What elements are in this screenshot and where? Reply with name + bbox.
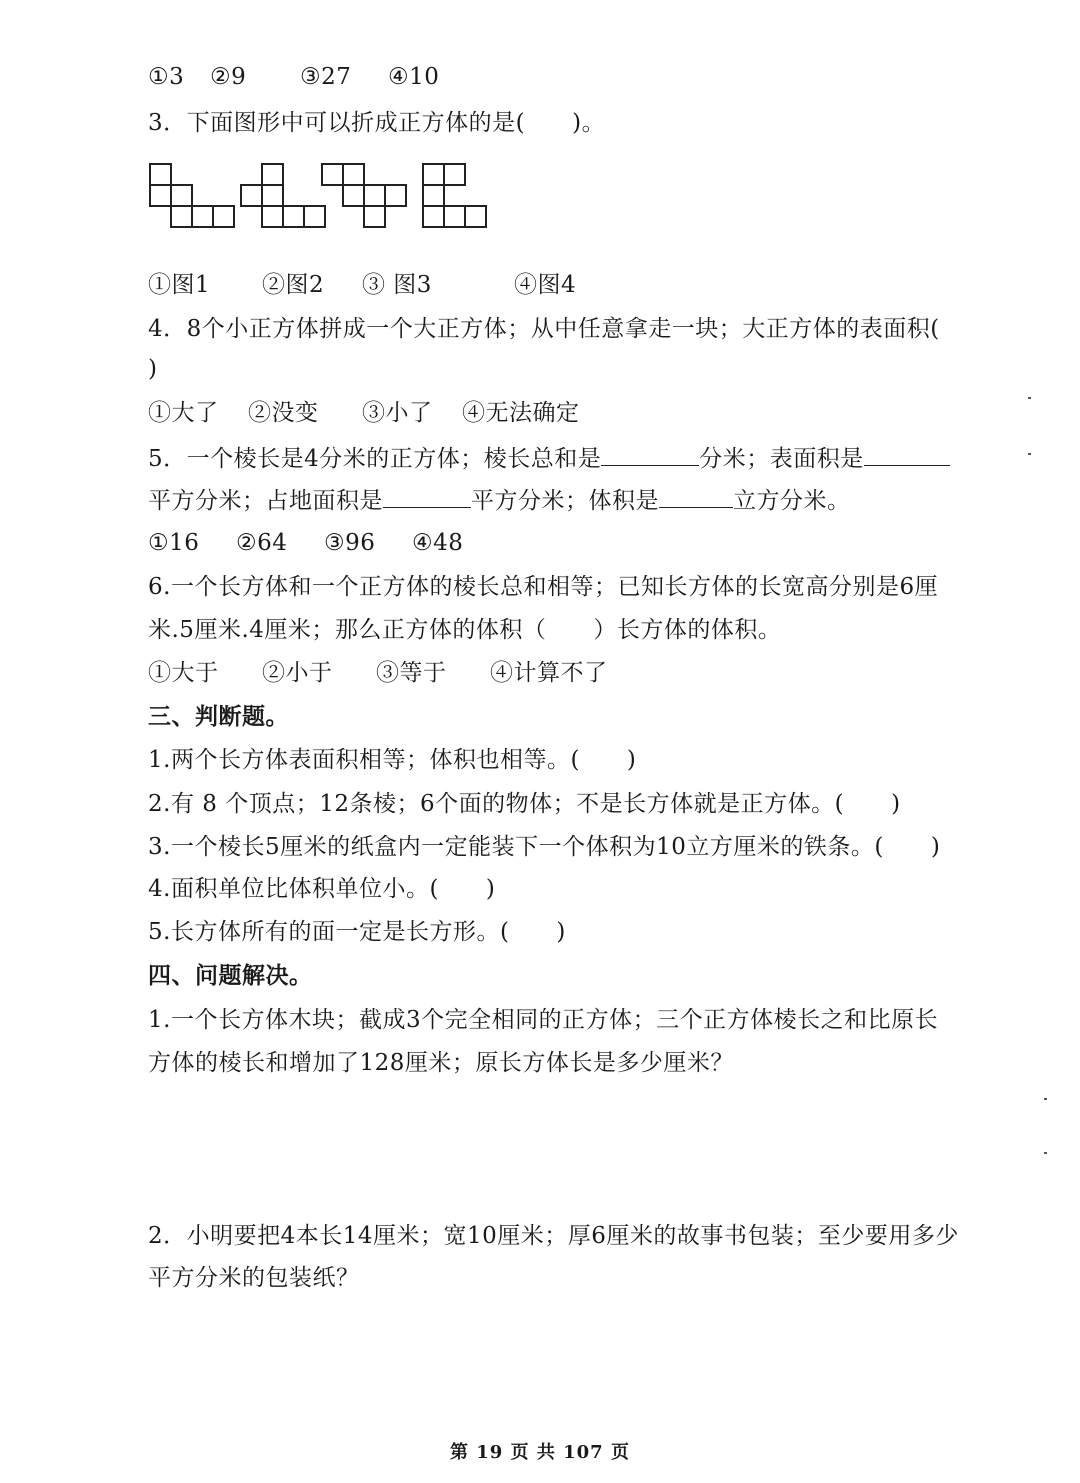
q5-options [148,528,463,558]
option: ③等于 [376,660,447,686]
page-footer: 第 19 页 共 107 页 [450,1442,630,1463]
section3-title: 三、判断题。 [148,704,289,730]
net-1 [150,164,234,227]
problem-1-line1: 1.一个长方体木块；截成3个完全相同的正方体；三个正方体棱长之和比原长 [148,1007,939,1033]
q5-part3: 平方分米；占地面积是 [148,488,383,514]
q6-text-line1: 6.一个长方体和一个正方体的棱长总和相等；已知长方体的长宽高分别是6厘 [148,574,939,600]
option: ①16 [148,530,200,556]
q5-line2 [148,485,851,516]
option: ③96 [324,530,376,556]
problem-1-line2: 方体的棱长和增加了128厘米；原长方体长是多少厘米？ [148,1050,734,1076]
answer-blank[interactable] [864,443,950,466]
option: ②小于 [262,660,333,686]
option: ①大了 [148,400,219,426]
section4-title: 四、问题解决。 [148,963,313,989]
judge-item: 5.长方体所有的面一定是长方形。( ) [148,919,566,945]
q3-options [148,270,576,300]
option: ②没变 [248,400,319,426]
option: ①3 [148,64,185,90]
scan-speck [1044,1098,1047,1100]
option: ②图2 [262,272,325,298]
option: ④计算不了 [490,660,608,686]
scan-speck [1028,453,1031,455]
q4-options [148,398,580,428]
option: ③ 图3 [362,272,432,298]
judge-item: 4.面积单位比体积单位小。( ) [148,876,496,902]
answer-blank[interactable] [383,485,471,508]
judge-item: 2.有 8 个顶点；12条棱；6个面的物体；不是长方体就是正方体。( ) [148,791,901,817]
judge-item: 3.一个棱长5厘米的纸盒内一定能装下一个体积为10立方厘米的铁条。( ) [148,834,941,860]
option: ④10 [388,64,440,90]
net-4 [423,164,486,227]
q5-part1: 5．一个棱长是4分米的正方体；棱长总和是 [148,446,602,472]
option: ①大于 [148,660,219,686]
cube-nets-figure [146,156,491,238]
q6-text-line2: 米.5厘米.4厘米；那么正方体的体积（ ）长方体的体积。 [148,617,782,643]
option: ③27 [300,64,352,90]
scan-speck [1044,1152,1047,1154]
q6-options [148,658,608,688]
q5-line1 [148,443,950,474]
q5-part2: 分米；表面积是 [699,446,864,472]
option: ②9 [210,64,247,90]
problem-2-line1: 2．小明要把4本长14厘米；宽10厘米；厚6厘米的故事书包装；至少要用多少 [148,1223,959,1249]
option: ③小了 [362,400,433,426]
option: ④无法确定 [462,400,580,426]
prev-options [148,62,439,92]
q3-text: 3．下面图形中可以折成正方体的是( )。 [148,110,606,136]
answer-blank[interactable] [659,485,733,508]
option: ④图4 [514,272,577,298]
option: ①图1 [148,272,211,298]
option: ②64 [236,530,288,556]
judge-item: 1.两个长方体表面积相等；体积也相等。( ) [148,747,637,773]
net-3 [322,164,406,227]
q5-part4: 平方分米；体积是 [471,488,659,514]
q4-text-line2: ) [148,356,158,382]
problem-2-line2: 平方分米的包装纸？ [148,1265,360,1291]
answer-blank[interactable] [601,443,699,466]
net-2 [241,164,325,227]
option: ④48 [412,530,464,556]
q4-text-line1: 4．8个小正方体拼成一个大正方体；从中任意拿走一块；大正方体的表面积( [148,316,940,342]
q5-part5: 立方分米。 [733,488,851,514]
scan-speck [1028,397,1031,399]
